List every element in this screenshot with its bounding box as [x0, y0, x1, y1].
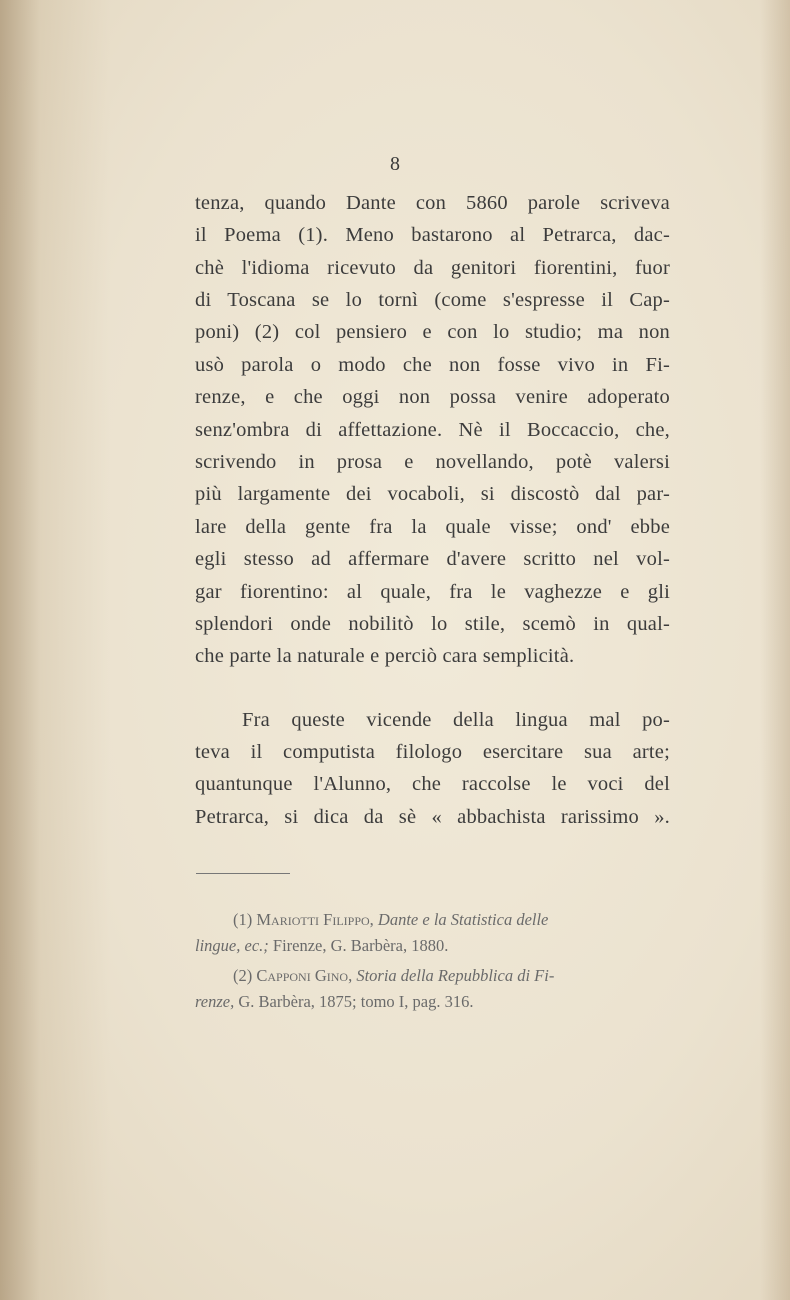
- page-number: 8: [390, 153, 400, 175]
- footnote-2-line: [195, 989, 675, 1015]
- text-line: scrivendo in prosa e novellando, potè valersi: [195, 451, 670, 473]
- footnote-marker: (1): [233, 910, 253, 929]
- footnote-marker: (2): [233, 966, 253, 985]
- footnote-title: lingue, ec.;: [195, 936, 269, 955]
- footnote-1-line: [195, 933, 675, 959]
- text-line: poni) (2) col pensiero e con lo studio; ma non: [195, 321, 670, 343]
- text-line: Petrarca, si dica da sè « abbachista rarissimo ».: [195, 806, 670, 828]
- text-line: quantunque l'Alunno, che raccolse le voci del: [195, 773, 670, 795]
- text-line: usò parola o modo che non fosse vivo in Fi-: [195, 354, 670, 376]
- text-line: Fra queste vicende della lingua mal po-: [242, 709, 670, 731]
- footnote-title: Storia della Repubblica di Fi-: [356, 966, 555, 985]
- text-line: splendori onde nobilitò lo stile, scemò in qual-: [195, 613, 670, 635]
- text-line: tenza, quando Dante con 5860 parole scriveva: [195, 192, 670, 214]
- footnote-title: Dante e la Statistica delle: [377, 910, 549, 929]
- text-line: teva il computista filologo esercitare sua arte;: [195, 741, 670, 763]
- footnote-publication: G. Barbèra, 1875; tomo I, pag. 316.: [238, 992, 474, 1011]
- text-line: senz'ombra di affettazione. Nè il Boccaccio, che,: [195, 419, 670, 441]
- text-line: gar fiorentino: al quale, fra le vaghezze e gli: [195, 581, 670, 603]
- footnote-2-line: [233, 963, 675, 989]
- text-line: lare della gente fra la quale visse; ond' ebbe: [195, 516, 670, 538]
- text-line: più largamente dei vocaboli, si discostò dal par-: [195, 483, 670, 505]
- text-line: che parte la naturale e perciò cara semplicità.: [195, 645, 575, 667]
- text-line: di Toscana se lo tornì (come s'espresse il Cap-: [195, 289, 670, 311]
- footnote-title: renze,: [195, 992, 235, 1011]
- text-line: renze, e che oggi non possa venire adoperato: [195, 386, 670, 408]
- text-line: il Poema (1). Meno bastarono al Petrarca, dac-: [195, 224, 670, 246]
- footnote-divider: [196, 873, 290, 874]
- footnote-publication: Firenze, G. Barbèra, 1880.: [272, 936, 449, 955]
- footnote-author: Capponi Gino,: [256, 966, 353, 985]
- text-line: chè l'idioma ricevuto da genitori fiorentini, fuor: [195, 257, 670, 279]
- text-line: egli stesso ad affermare d'avere scritto nel vol-: [195, 548, 670, 570]
- footnote-1-line: [233, 907, 675, 933]
- footnote-author: Mariotti Filippo,: [256, 910, 374, 929]
